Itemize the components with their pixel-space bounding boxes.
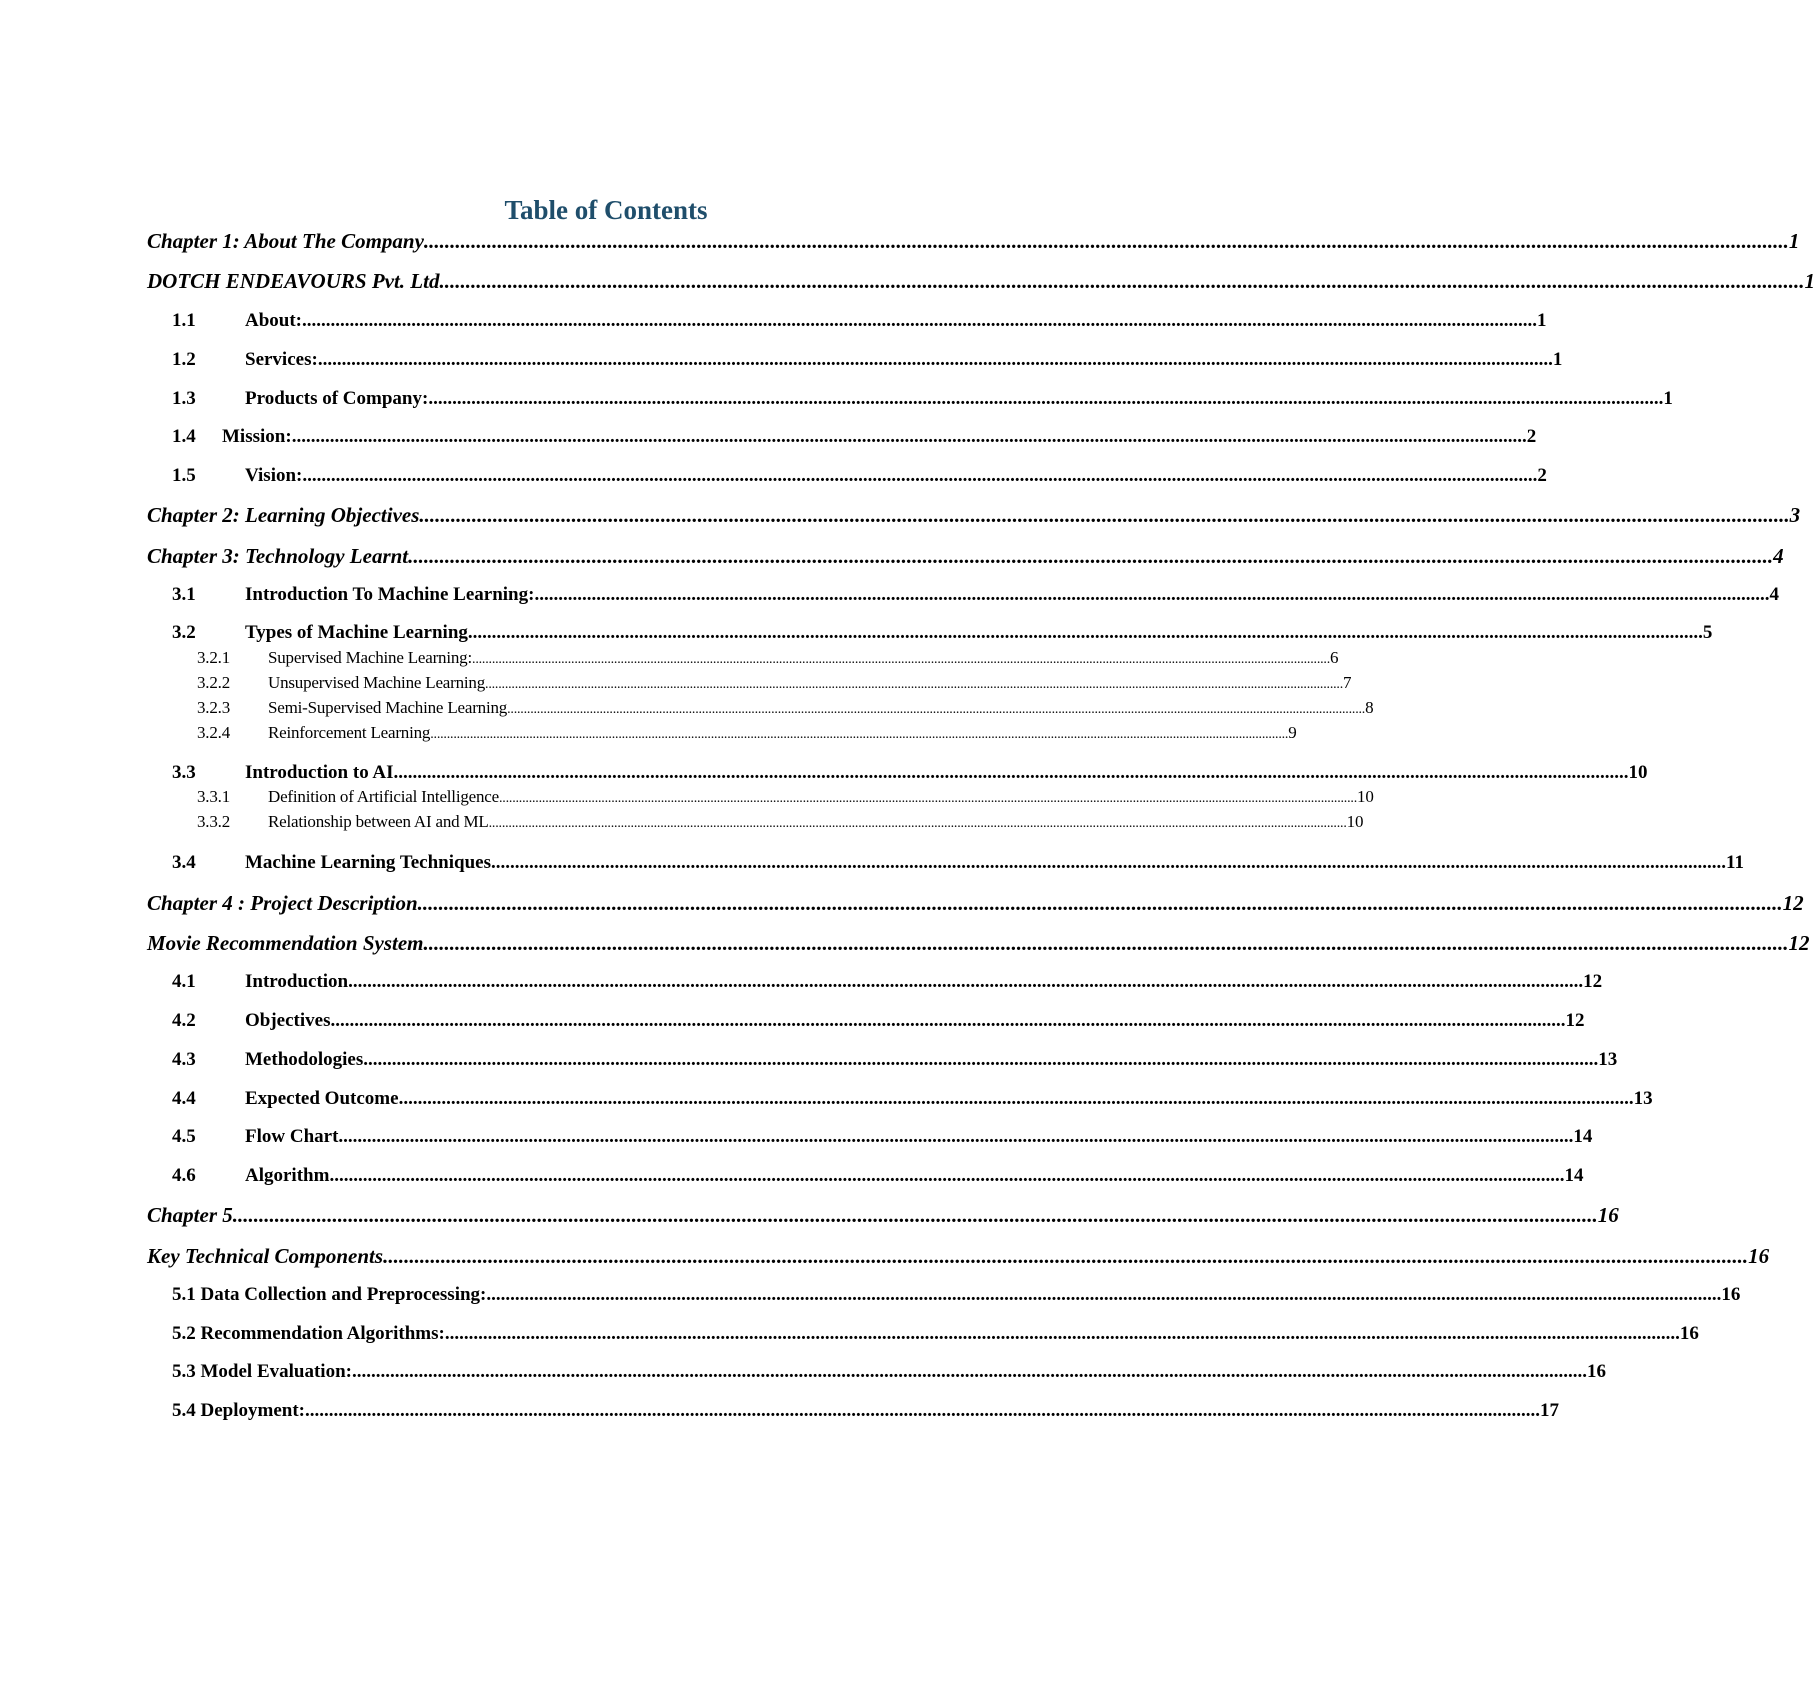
toc-entry-number: 3.3.1 [197,787,231,806]
toc-entry-page-number: 4 [1769,584,1779,605]
toc-entry[interactable] [172,619,1713,647]
toc-entry-page-number: 2 [1526,426,1537,447]
toc-entry-label: Definition of Artificial Intelligence [268,787,499,806]
toc-entry[interactable] [147,226,1800,256]
toc-entry-page-number: 12 [1782,891,1804,915]
toc-entry-page-number: 1 [1804,269,1815,293]
dot-leader: .................................................................................................................................................................................................................................................................... [488,816,1347,831]
toc-entry-number: 4.1 [172,971,196,992]
dot-leader: .................................................................................................................................................................................................................................................................... [408,544,1774,568]
toc-entry-page-number: 14 [1564,1165,1584,1186]
toc-entry-number: 3.4 [172,852,196,873]
toc-entry-label: Chapter 4 : Project Description [147,891,418,915]
toc-entry[interactable] [172,385,1673,413]
toc-entry-number: 1.3 [172,388,196,409]
toc-entry-number: 3.2.2 [197,673,231,692]
toc-entry-label: Chapter 5 [147,1203,233,1227]
toc-entry-label: Chapter 1: About The Company [147,229,424,253]
toc-entry-page-number: 3 [1789,503,1801,527]
toc-entry-page-number: 16 [1748,1244,1770,1268]
dot-leader: .................................................................................................................................................................................................................................................................... [424,503,1790,527]
dot-leader: .................................................................................................................................................................................................................................................................... [383,1244,1749,1268]
toc-entry-page-number: 12 [1583,971,1603,992]
toc-entry[interactable] [172,1162,1584,1190]
toc-entry-page-number: 1 [1552,349,1563,370]
toc-entry-page-number: 14 [1573,1126,1593,1147]
toc-entry-page-number: 13 [1633,1088,1653,1109]
toc-entry[interactable] [197,696,1374,720]
toc-entry[interactable] [172,849,1744,877]
dot-leader: .................................................................................................................................................................................................................................................................... [398,1088,1634,1109]
dot-leader: .................................................................................................................................................................................................................................................................... [302,465,1538,486]
toc-entry[interactable] [172,423,1537,451]
toc-entry[interactable] [147,500,1801,530]
dot-leader: .................................................................................................................................................................................................................................................................... [430,727,1289,742]
toc-entry-label: Methodologies [245,1049,364,1070]
toc-entry-page-number: 16 [1721,1284,1741,1305]
dot-leader: .................................................................................................................................................................................................................................................................... [423,931,1789,955]
toc-entry-label: Introduction To Machine Learning: [245,584,535,605]
toc-entry[interactable] [147,1241,1770,1271]
toc-entry-page-number: 11 [1726,852,1744,873]
toc-entry[interactable] [172,346,1563,374]
toc-entry[interactable] [172,968,1603,996]
toc-entry-page-number: 10 [1628,762,1648,783]
toc-entry-label: Movie Recommendation System [147,931,424,955]
toc-title: Table of Contents [504,195,708,225]
dot-leader: .................................................................................................................................................................................................................................................................... [232,1203,1598,1227]
dot-leader: .................................................................................................................................................................................................................................................................... [467,622,1703,643]
toc-entry-page-number: 6 [1330,648,1339,667]
toc-entry-label: Introduction [245,971,349,992]
toc-entry-page-number: 7 [1343,673,1352,692]
dot-leader: .................................................................................................................................................................................................................................................................... [304,1400,1540,1421]
toc-entry[interactable] [172,462,1547,490]
toc-entry[interactable] [172,307,1547,335]
toc-entry-page-number: 10 [1346,812,1364,831]
dot-leader: .................................................................................................................................................................................................................................................................... [486,1284,1722,1305]
toc-entry-label: Supervised Machine Learning: [268,648,473,667]
dot-leader: .................................................................................................................................................................................................................................................................... [351,1361,1587,1382]
toc-entry[interactable] [172,1358,1606,1386]
toc-entry-label: 5.4 Deployment: [172,1400,305,1421]
toc-entry[interactable] [172,1397,1559,1425]
toc-entry-number: 3.2.1 [197,648,231,667]
toc-entry-label: Unsupervised Machine Learning [268,673,486,692]
toc-entry-number: 4.3 [172,1049,196,1070]
toc-entry-number: 3.3 [172,762,196,783]
toc-entry-page-number: 1 [1663,388,1673,409]
toc-entry-label: Vision: [245,465,303,486]
toc-entry[interactable] [172,1123,1593,1151]
dot-leader: .................................................................................................................................................................................................................................................................... [302,310,1538,331]
toc-entry-label: 5.1 Data Collection and Preprocessing: [172,1284,487,1305]
dot-leader: .................................................................................................................................................................................................................................................................... [329,1165,1565,1186]
toc-entry-label: Mission: [222,426,292,447]
toc-entry-label: Machine Learning Techniques [245,852,491,873]
toc-entry-page-number: 17 [1539,1400,1559,1421]
toc-entry-page-number: 1 [1788,229,1800,253]
toc-entry[interactable] [172,1046,1618,1074]
toc-entry[interactable] [147,888,1804,918]
toc-entry[interactable] [147,928,1810,958]
toc-entry-label: Chapter 2: Learning Objectives. [147,503,425,527]
dot-leader: .................................................................................................................................................................................................................................................................... [499,791,1358,806]
toc-entry-label: Flow Chart [245,1126,339,1147]
toc-entry-label: Algorithm [245,1165,330,1186]
toc-entry-page-number: 1 [1537,310,1547,331]
dot-leader: .................................................................................................................................................................................................................................................................... [491,852,1726,873]
toc-entry-number: 4.6 [172,1165,196,1186]
toc-entry-page-number: 16 [1679,1323,1699,1344]
toc-entry-number: 4.4 [172,1088,196,1109]
toc-entry[interactable] [197,646,1339,670]
toc-entry[interactable] [197,810,1364,834]
toc-entry-number: 3.2.4 [197,723,231,742]
toc-entry-number: 1.4 [172,426,196,447]
toc-entry-label: Types of Machine Learning [245,622,468,643]
toc-entry[interactable] [172,1007,1585,1035]
toc-entry[interactable] [172,581,1779,609]
dot-leader: .................................................................................................................................................................................................................................................................... [417,891,1783,915]
dot-leader: .................................................................................................................................................................................................................................................................... [363,1049,1599,1070]
dot-leader: .................................................................................................................................................................................................................................................................... [338,1126,1574,1147]
dot-leader: .................................................................................................................................................................................................................................................................... [507,702,1366,717]
dot-leader: .................................................................................................................................................................................................................................................................... [472,652,1331,667]
toc-entry-page-number: 13 [1598,1049,1618,1070]
toc-entry-page-number: 16 [1586,1361,1606,1382]
toc-entry-label: 5.2 Recommendation Algorithms: [172,1323,445,1344]
toc-entry-page-number: 2 [1537,465,1547,486]
dot-leader: .................................................................................................................................................................................................................................................................... [291,426,1527,447]
toc-entry-page-number: 12 [1788,931,1810,955]
dot-leader: .................................................................................................................................................................................................................................................................... [317,349,1553,370]
toc-entry-number: 3.3.2 [197,812,231,831]
toc-entry-number: 4.2 [172,1010,196,1031]
toc-entry-page-number: 16 [1597,1203,1619,1227]
toc-entry-label: Relationship between AI and ML [268,812,489,831]
toc-entry-page-number: 9 [1288,723,1297,742]
toc-entry-page-number: 4 [1773,544,1784,568]
dot-leader: .................................................................................................................................................................................................................................................................... [534,584,1770,605]
dot-leader: .................................................................................................................................................................................................................................................................... [444,1323,1680,1344]
toc-entry[interactable] [197,721,1297,745]
toc-entry-label: DOTCH ENDEAVOURS Pvt. Ltd [147,269,440,293]
toc-entry[interactable] [147,541,1784,571]
toc-entry-label: Expected Outcome [245,1088,399,1109]
dot-leader: .................................................................................................................................................................................................................................................................... [423,229,1789,253]
toc-entry[interactable] [147,266,1815,296]
dot-leader: .................................................................................................................................................................................................................................................................... [348,971,1584,992]
toc-entry-number: 1.5 [172,465,196,486]
toc-entry-number: 1.2 [172,349,196,370]
toc-entry-label: Introduction to AI [245,762,394,783]
toc-entry-label: Key Technical Components [147,1244,384,1268]
toc-entry-label: Chapter 3: Technology Learnt [147,544,409,568]
toc-entry-page-number: 8 [1365,698,1374,717]
toc-entry-number: 3.1 [172,584,196,605]
toc-entry-label: Reinforcement Learning [268,723,431,742]
toc-entry-page-number: 5 [1702,622,1713,643]
dot-leader: .................................................................................................................................................................................................................................................................... [485,677,1344,692]
toc-entry-label: Semi-Supervised Machine Learning [268,698,508,717]
dot-leader: .................................................................................................................................................................................................................................................................... [428,388,1664,409]
dot-leader: .................................................................................................................................................................................................................................................................... [393,762,1629,783]
toc-entry-page-number: 10 [1357,787,1374,806]
toc-entry-label: About: [245,310,303,331]
toc-entry-number: 3.2.3 [197,698,231,717]
toc-entry-number: 3.2 [172,622,196,643]
toc-entry[interactable] [172,1281,1741,1309]
toc-entry[interactable] [197,671,1352,695]
toc-entry[interactable] [147,1200,1619,1230]
toc-entry[interactable] [197,785,1374,809]
toc-entry-label: Services: [245,349,318,370]
toc-entry[interactable] [172,1085,1653,1113]
toc-entry-number: 4.5 [172,1126,196,1147]
toc-entry-label: 5.3 Model Evaluation: [172,1361,352,1382]
toc-entry-label: Objectives [245,1010,331,1031]
toc-entry-number: 1.1 [172,310,196,331]
dot-leader: .................................................................................................................................................................................................................................................................... [330,1010,1566,1031]
toc-entry-label: Products of Company: [245,388,429,409]
toc-entry[interactable] [172,759,1648,787]
toc-entry[interactable] [172,1320,1699,1348]
toc-entry-page-number: 12 [1565,1010,1585,1031]
dot-leader: .................................................................................................................................................................................................................................................................... [439,269,1805,293]
